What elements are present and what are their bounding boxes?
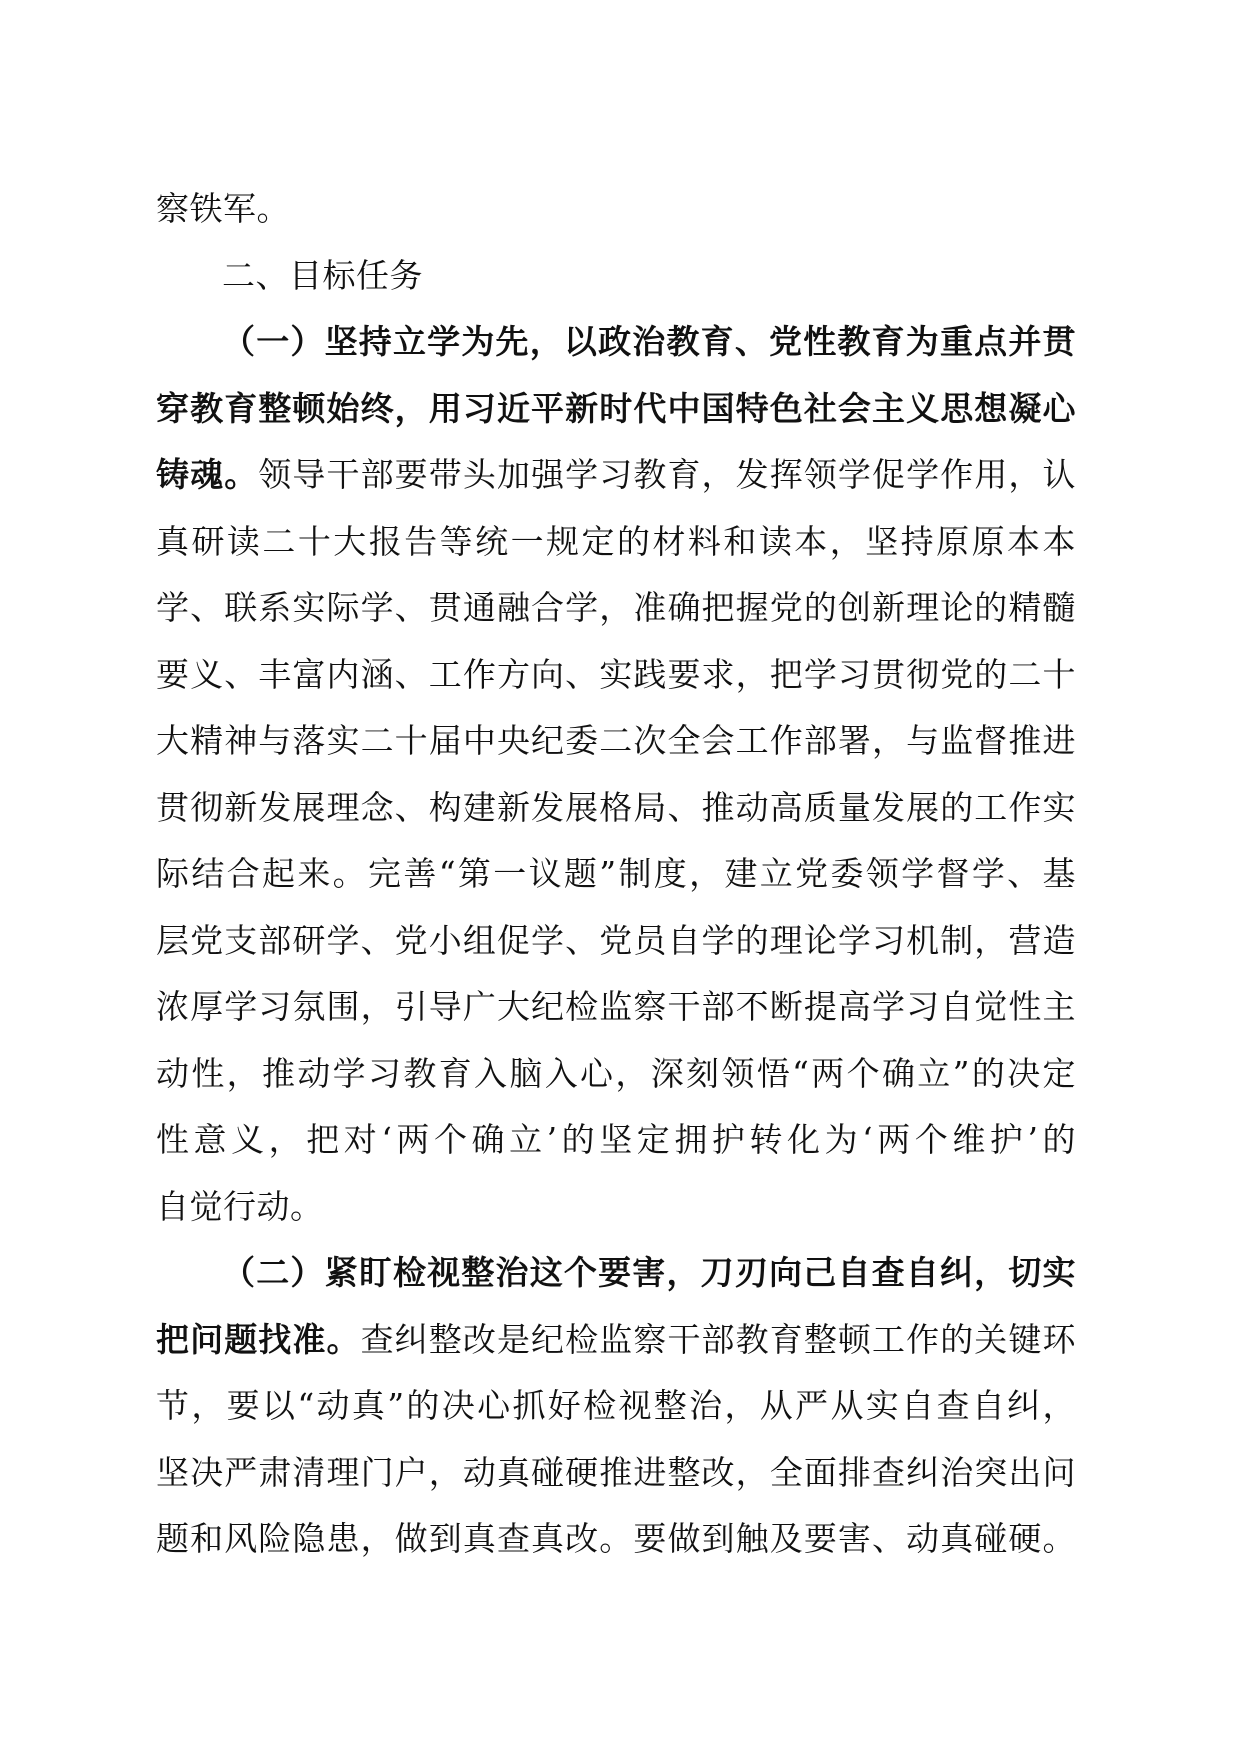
- text-line: 节，要以“动真”的决心抓好检视整治，从严从实自查自纠，: [156, 1386, 1076, 1425]
- bold-heading-line: （一）坚持立学为先，以政治教育、党性教育为重点并贯: [222, 322, 1076, 361]
- bold-heading-tail: 把问题找准。: [156, 1319, 361, 1359]
- text-line: 性意义，把对‘两个确立’的坚定拥护转化为‘两个维护’的: [156, 1120, 1076, 1159]
- text-line: 要义、丰富内涵、工作方向、实践要求，把学习贯彻党的二十: [156, 654, 1076, 694]
- text-line: 察铁军。: [156, 189, 290, 228]
- text-line: 学、联系实际学、贯通融合学，准确把握党的创新理论的精髓: [156, 588, 1076, 627]
- text-line: 真研读二十大报告等统一规定的材料和读本，坚持原原本本: [156, 521, 1076, 561]
- text-line: 题和风险隐患，做到真查真改。要做到触及要害、动真碰硬。: [156, 1519, 1076, 1558]
- text-line: 际结合起来。完善“第一议题”制度，建立党委领学督学、基: [156, 854, 1076, 893]
- paragraph-text: 查纠整改是纪检监察干部教育整顿工作的关键环: [360, 1319, 1077, 1359]
- text-line: 浓厚学习氛围，引导广大纪检监察干部不断提高学习自觉性主: [156, 987, 1076, 1026]
- paragraph-text: 领导干部要带头加强学习教育，发挥领学促学作用，认: [258, 455, 1077, 494]
- text-line: 层党支部研学、党小组促学、党员自学的理论学习机制，营造: [156, 920, 1076, 960]
- text-line: 贯彻新发展理念、构建新发展格局、推动高质量发展的工作实: [156, 787, 1076, 827]
- text-line: 大精神与落实二十届中央纪委二次全会工作部署，与监督推进: [156, 721, 1076, 760]
- mixed-line: [156, 442, 1076, 509]
- bold-heading-line: 穿教育整顿始终，用习近平新时代中国特色社会主义思想凝心: [156, 388, 1076, 428]
- text-line: 动性，推动学习教育入脑入心，深刻领悟“两个确立”的决定: [156, 1053, 1076, 1093]
- bold-heading-line: （二）紧盯检视整治这个要害，刀刃向己自查自纠，切实: [222, 1253, 1076, 1292]
- bold-heading-tail: 铸魂。: [156, 455, 259, 494]
- section-heading: 二、目标任务: [222, 255, 423, 295]
- document-body: [156, 176, 1076, 1573]
- text-line: 自觉行动。: [156, 1186, 324, 1226]
- mixed-line: [156, 1307, 1076, 1374]
- text-line: 坚决严肃清理门户，动真碰硬推进整改，全面排查纠治突出问: [156, 1452, 1076, 1492]
